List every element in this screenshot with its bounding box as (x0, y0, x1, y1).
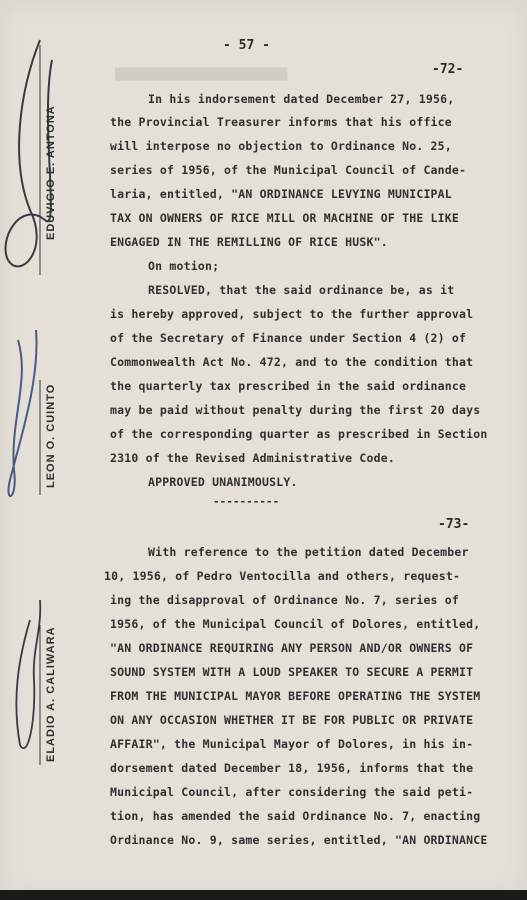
text-line: will interpose no objection to Ordinance No. 25, (110, 139, 452, 153)
signatory-name: ELADIO A. CALIWARA (45, 626, 57, 762)
text-line: ENGAGED IN THE REMILLING OF RICE HUSK". (110, 235, 388, 249)
text-line: With reference to the petition dated December (148, 545, 469, 559)
margin-signatures (0, 0, 115, 900)
text-line: In his indorsement dated December 27, 1956, (148, 92, 455, 106)
text-line: tion, has amended the said Ordinance No. 7, enacting (110, 809, 481, 823)
text-line: On motion; (148, 259, 220, 273)
text-line: the quarterly tax prescribed in the said ordinance (110, 379, 467, 393)
page-number: - 57 - (223, 38, 270, 53)
text-line: is hereby approved, subject to the further approval (110, 307, 474, 321)
signature-3 (16, 600, 40, 748)
signature-2 (8, 330, 36, 496)
scan-footer-strip (0, 890, 527, 900)
text-line: ing the disapproval of Ordinance No. 7, series of (110, 593, 460, 607)
text-line: laria, entitled, "AN ORDINANCE LEVYING MUNICIPAL (110, 187, 452, 201)
bleed-through: ██████████████████████████ (115, 68, 288, 81)
text-line: Ordinance No. 9, same series, entitled, "AN ORDINANCE (110, 833, 488, 847)
text-line: APPROVED UNANIMOUSLY. (148, 475, 298, 489)
section-number: -72- (432, 62, 464, 77)
text-line: FROM THE MUNICIPAL MAYOR BEFORE OPERATING THE SYSTEM (110, 689, 481, 703)
text-line: TAX ON OWNERS OF RICE MILL OR MACHINE OF THE LIKE (110, 211, 460, 225)
text-line: dorsement dated December 18, 1956, informs that the (110, 761, 474, 775)
text-line: RESOLVED, that the said ordinance be, as it (148, 283, 455, 297)
text-line: 10, 1956, of Pedro Ventocilla and others, request- (104, 569, 461, 583)
text-line: AFFAIR", the Municipal Mayor of Dolores, in his in- (110, 737, 474, 751)
text-line: ON ANY OCCASION WHETHER IT BE FOR PUBLIC OR PRIVATE (110, 713, 474, 727)
text-line: of the Secretary of Finance under Section 4 (2) of (110, 331, 467, 345)
text-line: 2310 of the Revised Administrative Code. (110, 451, 395, 465)
section-divider: ---------- (213, 495, 280, 508)
text-line: SOUND SYSTEM WITH A LOUD SPEAKER TO SECURE A PERMIT (110, 665, 474, 679)
text-line: Commonwealth Act No. 472, and to the condition that (110, 355, 474, 369)
signatory-name: EDUVIGIO E. ANTONA (45, 105, 57, 240)
text-line: the Provincial Treasurer informs that his office (110, 115, 452, 129)
text-line: Municipal Council, after considering the said peti- (110, 785, 474, 799)
text-line: "AN ORDINANCE REQUIRING ANY PERSON AND/OR OWNERS OF (110, 641, 474, 655)
text-line: 1956, of the Municipal Council of Dolores, entitled, (110, 617, 481, 631)
signatory-name: LEON O. CUINTO (45, 383, 57, 488)
text-line: series of 1956, of the Municipal Council of Cande- (110, 163, 467, 177)
text-line: of the corresponding quarter as prescribed in Section (110, 427, 488, 441)
text-line: may be paid without penalty during the first 20 days (110, 403, 481, 417)
section-number: -73- (438, 517, 470, 532)
